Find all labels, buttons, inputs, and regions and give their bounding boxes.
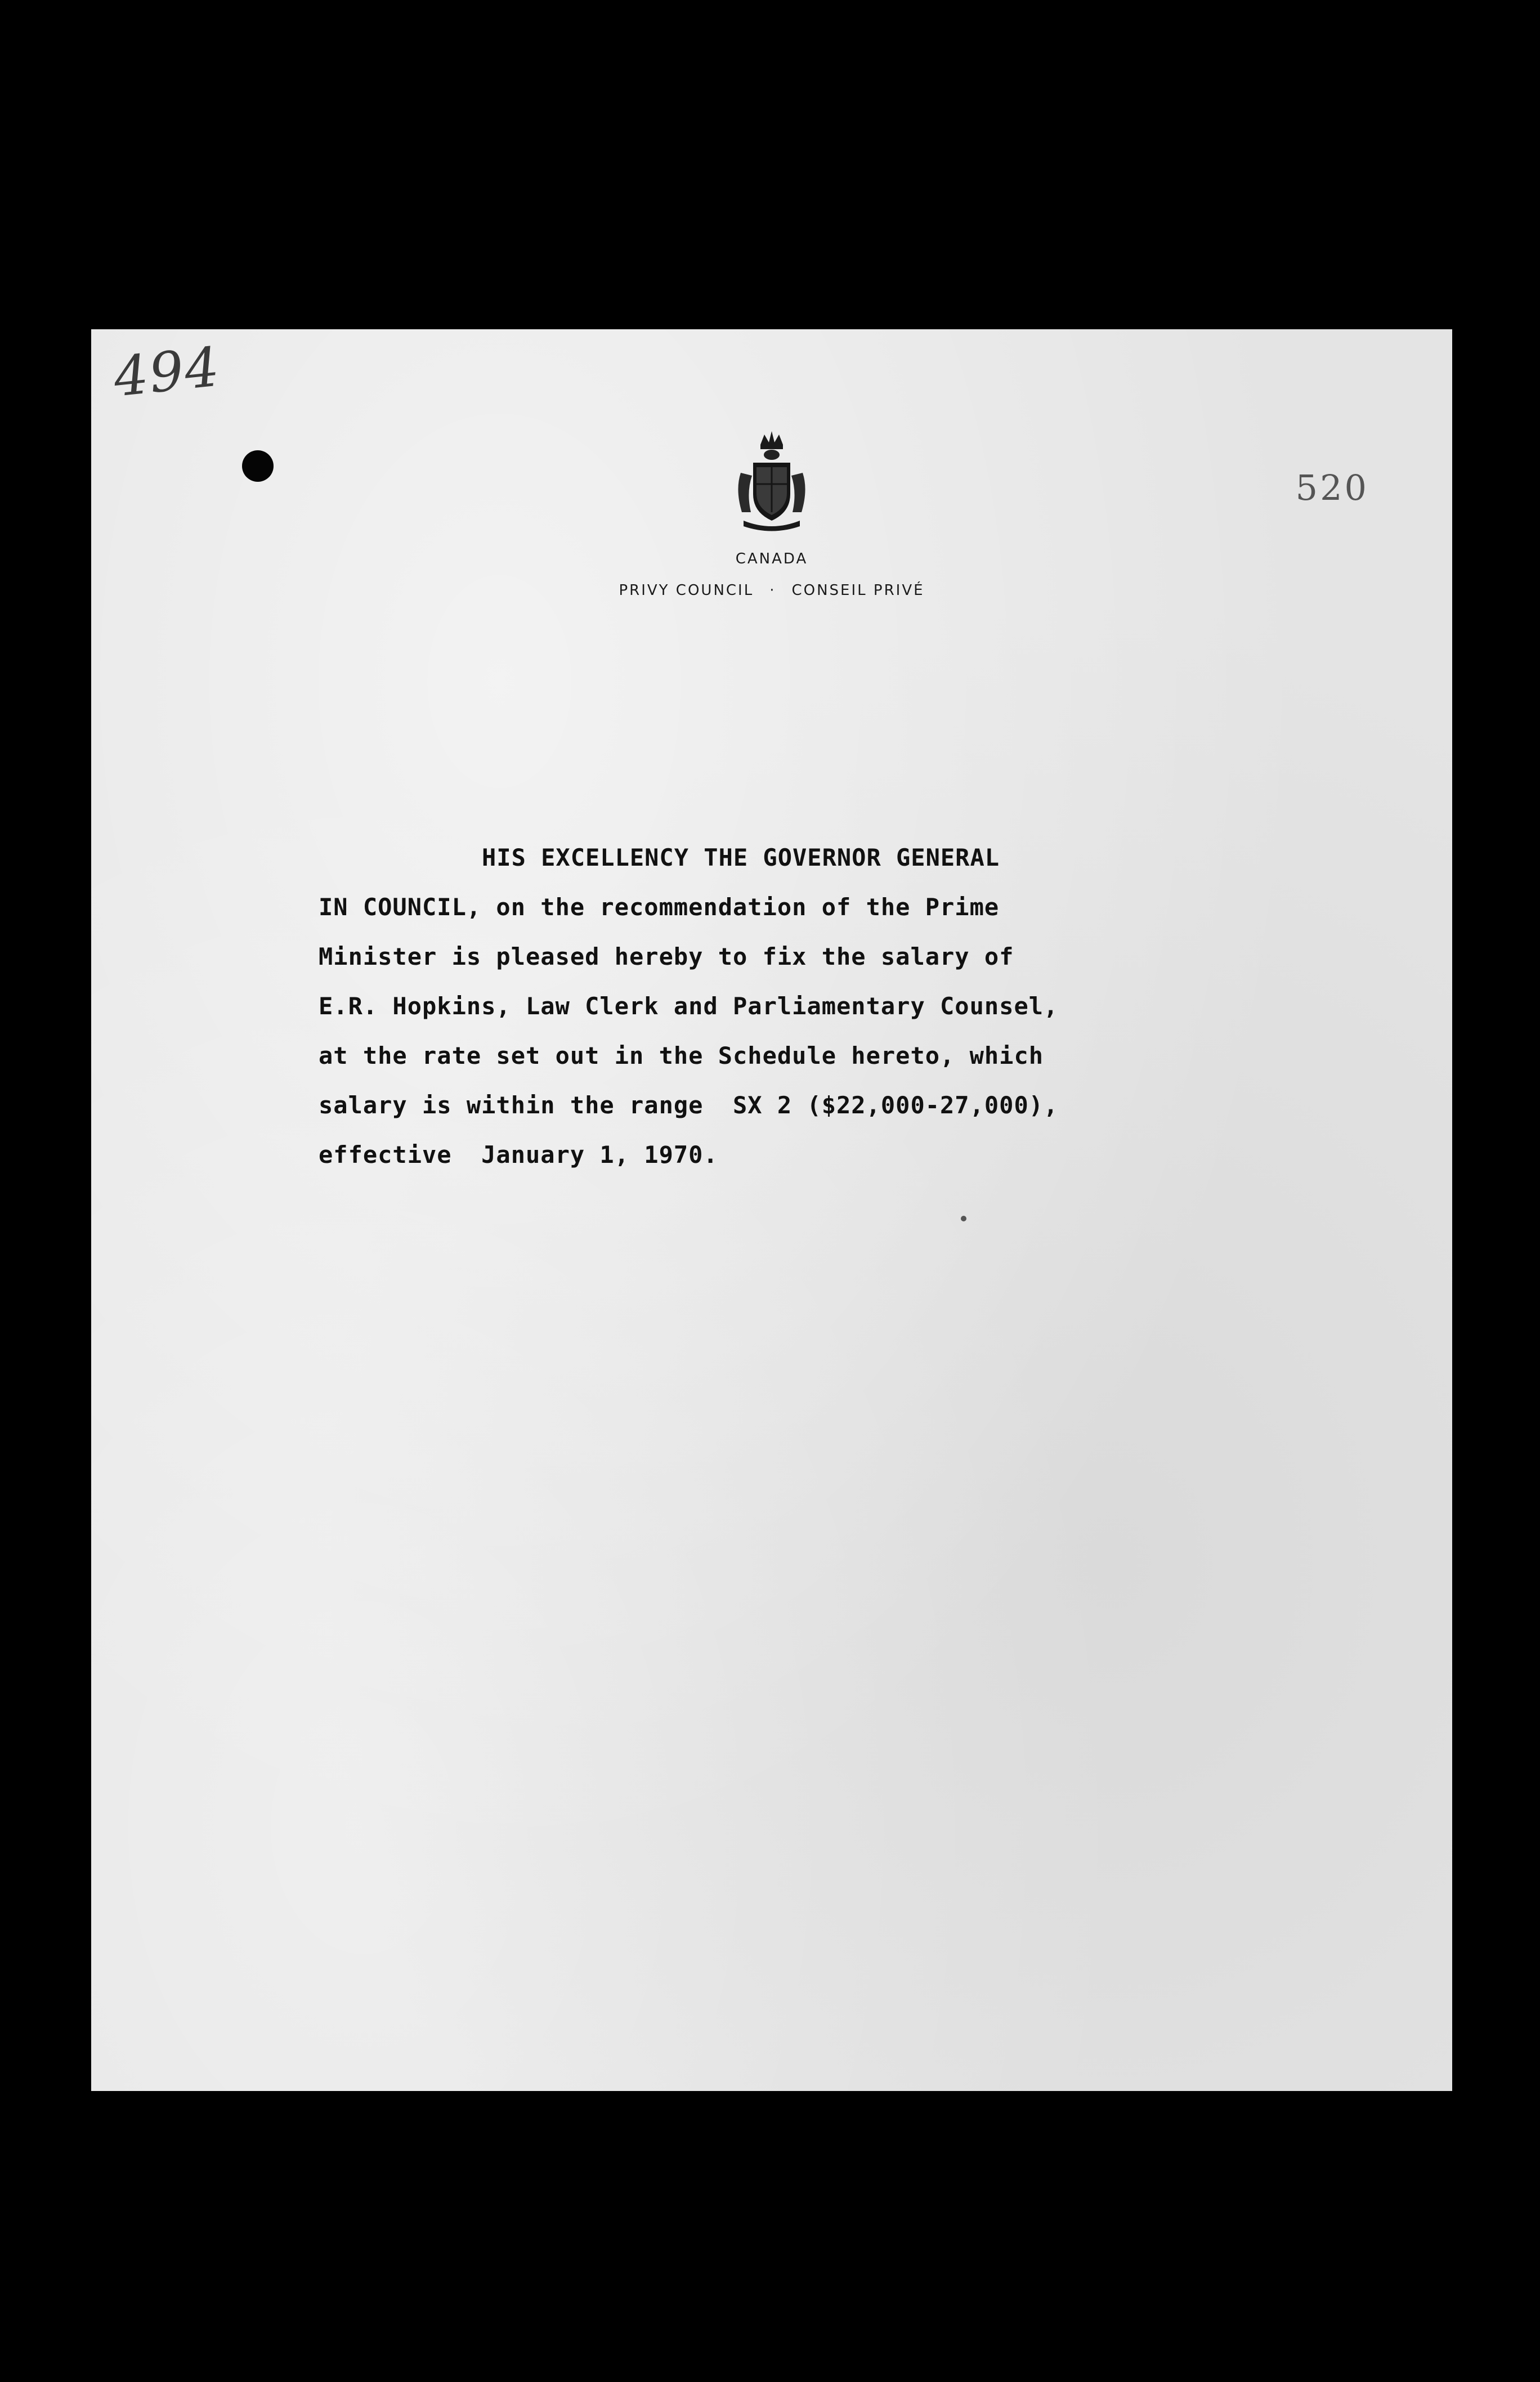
letterhead-council: [91, 582, 1452, 599]
council-french: CONSEIL PRIVÉ: [791, 582, 925, 599]
council-separator: ·: [769, 582, 776, 599]
body-line: IN COUNCIL, on the recommendation of the Prime: [319, 893, 1000, 921]
letterhead-country: CANADA: [735, 550, 808, 567]
body-line: HIS EXCELLENCY THE GOVERNOR GENERAL: [482, 844, 1000, 871]
body-line: salary is within the range SX 2 ($22,000-27,000),: [319, 1091, 1059, 1119]
body-line: at the rate set out in the Schedule hereto, which: [319, 1042, 1044, 1069]
council-english: PRIVY COUNCIL: [619, 582, 754, 599]
document-page: [91, 329, 1452, 2091]
body-line: Minister is pleased hereby to fix the salary of: [319, 943, 1014, 970]
letterhead: [91, 428, 1452, 599]
order-in-council-text: [319, 833, 1275, 1180]
body-line: effective January 1, 1970.: [319, 1141, 718, 1168]
coat-of-arms-icon: [729, 428, 814, 535]
stamped-page-number: 520: [1295, 467, 1369, 508]
body-line: E.R. Hopkins, Law Clerk and Parliamentary Counsel,: [319, 992, 1059, 1020]
handwritten-folio-number: 494: [110, 335, 223, 409]
paper-speck: [961, 1216, 966, 1221]
